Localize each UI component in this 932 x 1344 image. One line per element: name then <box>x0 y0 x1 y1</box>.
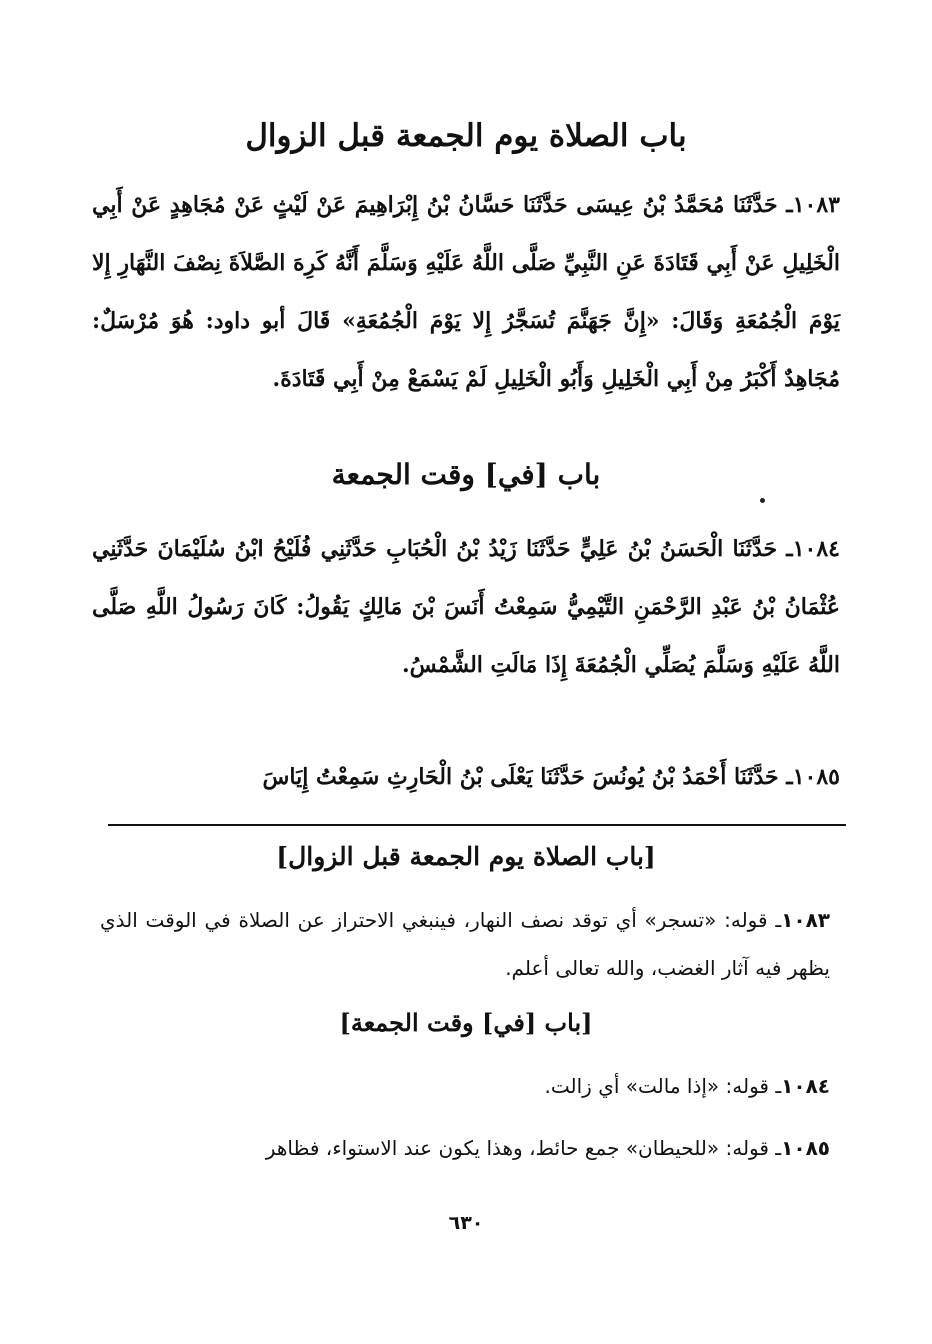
page-number: ٦٣٠ <box>448 1212 484 1234</box>
footnote-heading-friday-prayer-before-noon: [باب الصلاة يوم الجمعة قبل الزوال] <box>276 842 656 871</box>
footnote-number: ١٠٨٤ <box>781 1074 830 1098</box>
print-speck <box>760 498 765 503</box>
footnote-heading-friday-time: [باب [في] وقت الجمعة] <box>339 1008 593 1037</box>
hadith-text: ـ حَدَّثَنَا أَحْمَدُ بْنُ يُونُسَ حَدَّثَنَا يَعْلَى بْنُ الْحَارِثِ سَمِعْتُ إِيَاسَ <box>262 764 793 790</box>
footnote-number: ١٠٨٥ <box>781 1136 830 1160</box>
chapter-heading-friday-prayer-before-noon: باب الصلاة يوم الجمعة قبل الزوال <box>245 118 687 154</box>
footnote-number: ١٠٨٣ <box>781 908 830 932</box>
chapter-heading-friday-time: باب [في] وقت الجمعة <box>331 458 601 491</box>
footnote-text: ـ قوله: «للحيطان» جمع حائط، وهذا يكون عند الاستواء، فظاهر <box>265 1136 782 1160</box>
hadith-text: ـ حَدَّثَنَا الْحَسَنُ بْنُ عَلِيٍّ حَدَّثَنَا زَيْدُ بْنُ الْحُبَابِ حَدَّثَنِي فُلَيْحُ ابْنُ سُلَيْمَانَ حَدَّثَنِي عُثْمَانُ بْنُ عَبْدِ الرَّحْمَنِ التَّيْمِيُّ سَمِعْتُ أَنَسَ بْنَ مَالِكٍ يَقُولُ: كَانَ رَسُولُ اللَّهِ صَلَّى اللَّهُ عَلَيْهِ وَسَلَّمَ يُصَلِّي الْجُمُعَةَ إِذَا مَالَتِ الشَّمْسُ. <box>92 536 840 678</box>
footnote-1084 <box>100 1062 830 1110</box>
hadith-number: ١٠٨٤ <box>792 536 840 562</box>
footnote-1085 <box>100 1124 830 1172</box>
hadith-text: ـ حَدَّثَنَا مُحَمَّدُ بْنُ عِيسَى حَدَّثَنَا حَسَّانُ بْنُ إِبْرَاهِيمَ عَنْ لَيْثٍ عَنْ مُجَاهِدٍ عَنْ أَبِي الْخَلِيلِ عَنْ أَبِي قَتَادَةَ عَنِ النَّبِيِّ صَلَّى اللَّهُ عَلَيْهِ وَسَلَّمَ أَنَّهُ كَرِهَ الصَّلاَةَ نِصْفَ النَّهَارِ إِلا يَوْمَ الْجُمُعَةِ وَقَالَ: «إِنَّ جَهَنَّمَ تُسَجَّرُ إِلا يَوْمَ الْجُمُعَةِ» قَالَ أبو داود: هُوَ مُرْسَلٌ: مُجَاهِدٌ أَكْبَرُ مِنْ أَبِي الْخَلِيلِ وَأَبُو الْخَلِيلِ لَمْ يَسْمَعْ مِنْ أَبِي قَتَادَةَ. <box>92 192 840 392</box>
footnote-text: ـ قوله: «تسجر» أي توقد نصف النهار، فينبغي الاحتراز عن الصلاة في الوقت الذي يظهر فيه آثار الغضب، والله تعالى أعلم. <box>100 908 830 980</box>
footnote-text: ـ قوله: «إذا مالت» أي زالت. <box>544 1074 782 1098</box>
hadith-1084 <box>92 520 840 694</box>
hadith-number: ١٠٨٣ <box>792 192 840 218</box>
footnote-1083 <box>100 896 830 992</box>
hadith-1083 <box>92 176 840 408</box>
hadith-1085 <box>92 748 840 806</box>
footnote-divider <box>108 824 846 826</box>
hadith-number: ١٠٨٥ <box>792 764 840 790</box>
